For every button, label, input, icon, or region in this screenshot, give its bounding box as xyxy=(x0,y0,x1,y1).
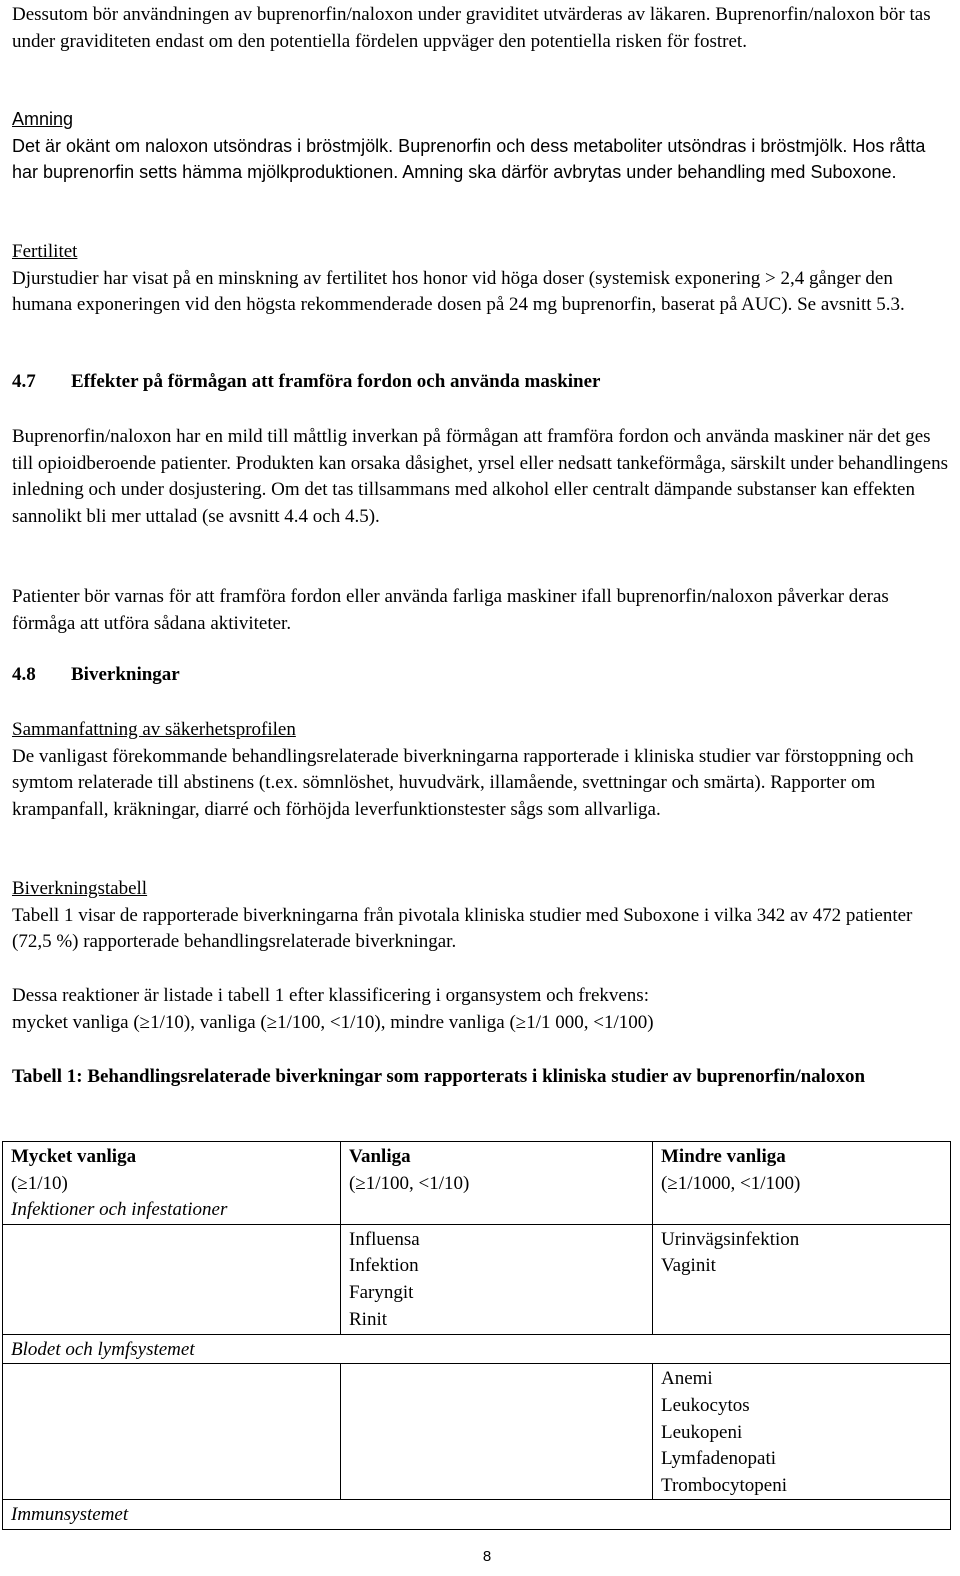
system-organ-class: Blodet och lymfsystemet xyxy=(3,1334,951,1364)
frequency-line-1: Dessa reaktioner är listade i tabell 1 efter klassificering i organsystem och frekvens: xyxy=(12,985,649,1006)
header-uncommon: Mindre vanliga (≥1/1000, <1/100) xyxy=(653,1142,951,1225)
cell-very-common xyxy=(3,1364,341,1500)
fertility-heading: Fertilitet xyxy=(12,241,78,262)
driving-paragraph-2: Patienter bör varnas för att framföra fordon eller använda farliga maskiner ifall buprenorfin/naloxon påverkar deras förmåga att utföra sådana aktiviteter. xyxy=(12,586,889,634)
driving-paragraph-1: Buprenorfin/naloxon har en mild till måttlig inverkan på förmågan att framföra fordon och använda maskiner när det ges till opioidberoende patienter. Produkten kan orsaka dåsighet, yrsel eller nedsatt tankeförmåga, särskilt under behandlingens inledning och under dosjustering. Om det tas tillsammans med alkohol eller centralt dämpande substanser kan effekten sannolikt bli mer uttalad (se avsnitt 4.4 och 4.5). xyxy=(12,426,949,527)
system-organ-class: Infektioner och infestationer xyxy=(11,1199,228,1221)
safety-summary-heading: Sammanfattning av säkerhetsprofilen xyxy=(12,719,296,740)
section-4-7-heading xyxy=(12,371,601,393)
adverse-table-text: Tabell 1 visar de rapporterade biverkningarna från pivotala kliniska studier med Suboxone i vilka 342 av 472 patienter (72,5 %) rapporterade behandlingsrelaterade biverkningar. xyxy=(12,904,913,953)
pregnancy-paragraph: Dessutom bör användningen av buprenorfin/naloxon under graviditet utvärderas av läkaren. Buprenorfin/naloxon bör tas under graviditeten endast om den potentiella fördelen uppväger den potentiella risken för fostret. xyxy=(12,4,931,52)
table-caption: Tabell 1: Behandlingsrelaterade biverkningar som rapporterats i kliniska studier av buprenorfin/naloxon xyxy=(12,1066,866,1087)
cell-common xyxy=(341,1364,653,1500)
adverse-reactions-table xyxy=(2,1141,951,1530)
adverse-table-heading: Biverkningstabell xyxy=(12,878,148,899)
header-very-common: Mycket vanliga (≥1/10) Infektioner och infestationer xyxy=(3,1142,341,1225)
frequency-line-2: mycket vanliga (≥1/10), vanliga (≥1/100, <1/10), mindre vanliga (≥1/1 000, <1/100) xyxy=(12,1011,654,1033)
cell-uncommon: Urinvägsinfektion Vaginit xyxy=(653,1224,951,1334)
safety-summary-text: De vanligast förekommande behandlingsrelaterade biverkningarna rapporterade i kliniska studier var förstoppning och symtom relaterade till abstinens (t.ex. sömnlöshet, huvudvärk, illamående, svettningar och smärta). Rapporter om krampanfall, kräkningar, diarré och förhöjda leverfunktionstester sågs som allvarliga. xyxy=(12,745,914,820)
header-common: Vanliga (≥1/100, <1/10) xyxy=(341,1142,653,1225)
section-number: 4.7 xyxy=(12,371,36,392)
breastfeeding-text: Det är okänt om naloxon utsöndras i bröstmjölk. Buprenorfin och dess metaboliter utsöndras i bröstmjölk. Hos råtta har buprenorfin setts hämma mjölkproduktionen. Amning ska därför avbrytas under behandling med Suboxone. xyxy=(12,135,926,183)
system-organ-class: Immunsystemet xyxy=(3,1500,951,1530)
fertility-section xyxy=(12,239,956,319)
section-4-8-heading xyxy=(12,664,180,686)
section-number: 4.8 xyxy=(12,664,36,685)
table-row xyxy=(3,1224,951,1334)
table-row xyxy=(3,1334,951,1364)
page-number: 8 xyxy=(482,1548,492,1565)
breastfeeding-heading: Amning xyxy=(12,109,74,129)
table-header-row xyxy=(3,1142,951,1225)
cell-common: Influensa Infektion Faryngit Rinit xyxy=(341,1224,653,1334)
safety-summary-section xyxy=(12,717,956,823)
adverse-table-intro xyxy=(12,876,956,956)
breastfeeding-section xyxy=(12,106,956,186)
cell-very-common xyxy=(3,1224,341,1334)
cell-uncommon: Anemi Leukocytos Leukopeni Lymfadenopati Trombocytopeni xyxy=(653,1364,951,1500)
fertility-text: Djurstudier har visat på en minskning av fertilitet hos honor vid höga doser (systemisk exponering > 2,4 gånger den humana exponeringen vid den högsta rekommenderade dosen på 24 mg buprenorfin, baserat på AUC). Se avsnitt 5.3. xyxy=(12,267,905,316)
section-title: Biverkningar xyxy=(71,664,180,685)
section-title: Effekter på förmågan att framföra fordon och använda maskiner xyxy=(71,371,601,392)
frequency-definition xyxy=(12,983,956,1036)
table-row xyxy=(3,1500,951,1530)
table-row xyxy=(3,1364,951,1500)
